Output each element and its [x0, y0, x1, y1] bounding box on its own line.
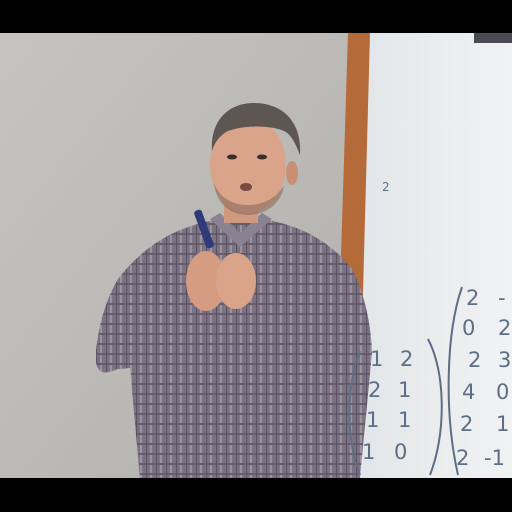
matrix-a-cell: 0 — [394, 440, 408, 464]
person-ear — [286, 161, 298, 185]
whiteboard — [358, 33, 512, 478]
matrix-a-cell: 2 — [400, 347, 414, 371]
matrix-a-cell: 1 — [362, 440, 376, 464]
person-mouth — [240, 183, 252, 191]
matrix-a-cell: 1 — [366, 408, 380, 432]
scene-illustration — [0, 33, 512, 478]
lecture-scene — [0, 33, 512, 478]
matrix-b-cell: - — [498, 286, 506, 310]
person-right-hand — [216, 253, 256, 309]
board-top-clip — [474, 33, 512, 43]
board-stray-mark: 2 — [382, 180, 390, 194]
matrix-a-cell: 1 — [370, 347, 384, 371]
matrix-a-cell: 1 — [398, 378, 412, 402]
matrix-b-cell: 2 — [466, 286, 480, 310]
matrix-b-cell: 0 — [462, 316, 476, 340]
matrix-a-cell: 1 — [398, 408, 412, 432]
matrix-b-cell: 2 — [460, 412, 474, 436]
matrix-b-cell: 2 — [456, 446, 470, 470]
matrix-b-cell: 4 — [462, 380, 476, 404]
matrix-b-cell: 3 — [498, 348, 512, 372]
matrix-b-cell: 2 — [498, 316, 512, 340]
matrix-b-cell: -1 — [484, 446, 505, 470]
matrix-b-cell: 0 — [496, 380, 510, 404]
person-eye-left — [227, 155, 237, 160]
matrix-b-cell: 1 — [496, 412, 510, 436]
matrix-a-cell: 2 — [368, 378, 382, 402]
person-eye-right — [257, 155, 267, 160]
matrix-b-cell: 2 — [468, 348, 482, 372]
